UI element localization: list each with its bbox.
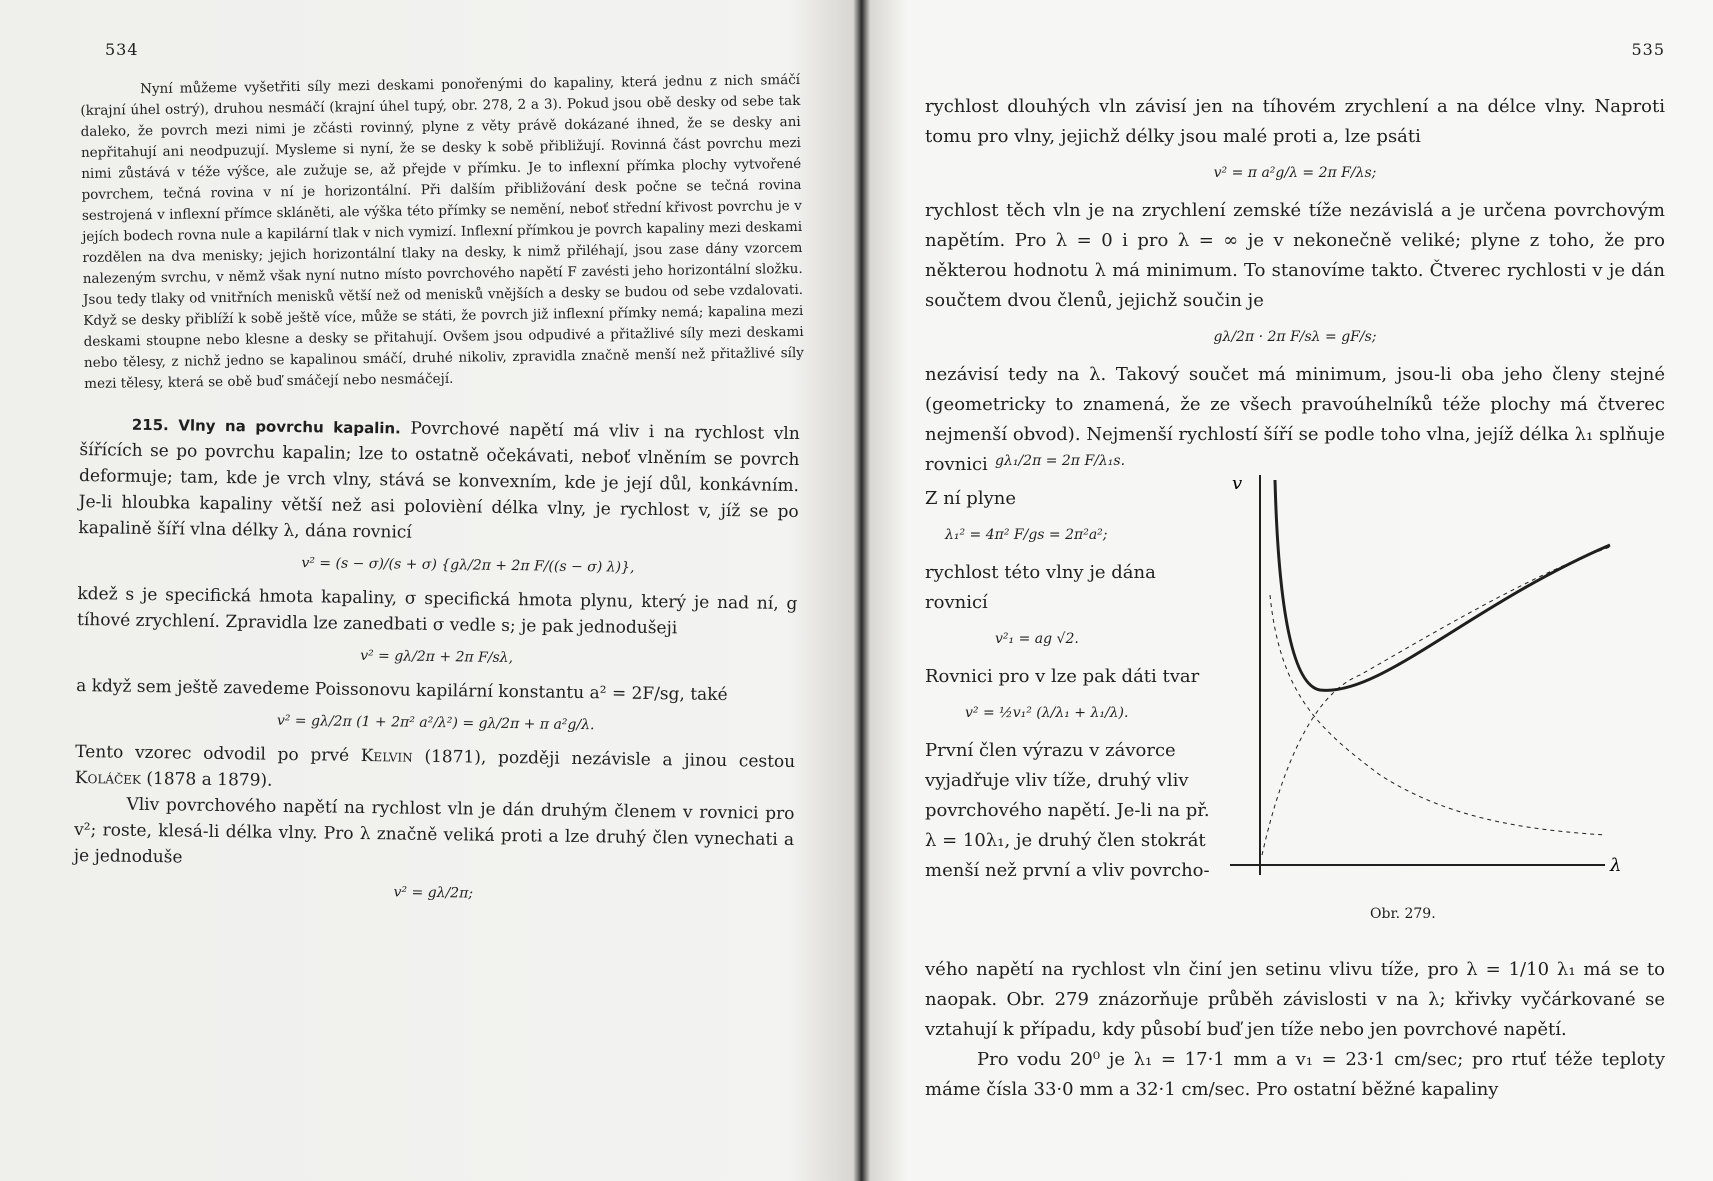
- right-equation-1: v² = π a²g/λ = 2π F/λs;: [1213, 165, 1377, 181]
- z-ni-plyne: Z ní plyne: [925, 488, 1016, 509]
- right-paragraph-5: Rovnici pro v lze pak dáti tvar: [925, 666, 1200, 687]
- right-paragraph-6: První člen výrazu v závorce vyjadřuje vliv tíže, druhý vliv povrchového napětí. Je-li na př. λ = 10λ₁, je druhý člen stokrát menší než první a vliv povrcho-: [925, 740, 1210, 881]
- right-equation-6: v² = ½v₁² (λ/λ₁ + λ₁/λ).: [965, 705, 1129, 721]
- total-velocity-curve: [1275, 480, 1610, 690]
- x-axis-label: λ: [1610, 855, 1622, 876]
- right-equation-4: λ₁² = 4π² F/gs = 2π²a²;: [945, 527, 1108, 543]
- section-paragraph: [78, 411, 800, 551]
- equation-4: v² = gλ/2π;: [393, 884, 474, 902]
- section-215: [73, 411, 800, 911]
- right-paragraph-1: rychlost dlouhých vln závisí jen na tíhovém zrychlení a na délce vlny. Naproti tomu pro vlny, jejichž délky jsou malé proti a, lze psáti: [925, 96, 1665, 147]
- right-page-top-text: [925, 92, 1665, 480]
- equation-2: v² = gλ/2π + 2π F/sλ,: [360, 647, 514, 667]
- author-kelvin: Kelvin: [360, 745, 413, 767]
- paragraph-2: kdež s je specifická hmota kapaliny, σ specifická hmota plynu, který je nad ní, g tíhové zrychlení. Zpravidla lze zanedbati σ vedle s; je pak jednodušeji: [76, 583, 798, 639]
- equation-3: v² = gλ/2π (1 + 2π² a²/λ²) = gλ/2π + π a²g/λ.: [276, 712, 595, 734]
- right-narrow-column: [925, 440, 1210, 886]
- section-heading: 215. Vlny na povrchu kapalin.: [131, 415, 401, 438]
- right-page-bottom-text: [925, 955, 1665, 1105]
- left-page: [0, 0, 850, 1181]
- right-equation-5: v²₁ = ag √2.: [995, 631, 1079, 647]
- right-equation-2: gλ/2π · 2π F/sλ = gF/s;: [1213, 329, 1377, 345]
- y-axis-label: v: [1232, 475, 1243, 494]
- para4-suffix: (1878 a 1879).: [146, 768, 273, 791]
- intro-paragraph: Nyní můžeme vyšetřiti síly mezi deskami ponořenými do kapaliny, která jednu z nich smáčí (krajní úhel ostrý), druhou nesmáčí (krajní úhel tupý, obr. 278, 2 a 3). Pokud jsou obě desky od sebe tak daleko, že povrch mezi nimi je zčásti rovinný, plyne z věty právě dokázané ihned, že se desky ani nepřitahují ani neodpuzují. Mysleme si nyní, že se desky k sobě přibližují. Rovinná část povrchu mezi nimi zůstává v téže výšce, ale zužuje se, až přejde v přímku. Je to inflexní přímka plochy vytvořené povrchem, tečná rovina v ní je horizontální. Při dalším přibližování desk počne se tečná rovina sestrojená v inflexní přímce skláněti, ale výška této přímky se nemění, neboť střední křivost povrchu je v jejích bodech rovna nule a kapilární tlak v nich vymizí. Inflexní přímkou je povrch kapaliny mezi deskami rozdělen na dva menisky; jejich horizontální tlaky na desky, k nimž přiléhají, jsou zase dány vzorcem nalezeným svrchu, v němž však nyní nutno místo povrchového napětí F zavésti jeho horizontální složku. Jsou tedy tlaky od vnitřních menisků větší než od menisků vnějších a desky se budou od sebe vzdalovati. Když se desky přiblíží k sobě ještě více, může se státi, že povrch již inflexní přímky nemá; kapalina mezi deskami stoupne nebo klesne a desky se přitahují. Ovšem jsou odpudivé a přitažlivé síly mezi deskami nebo tělesy, z nichž jedno se kapalinou smáčí, druhé nikoliv, zpravidla značně menší než přitažlivé síly mezi tělesy, která se obě buď smáčejí nebo nesmáčejí.: [80, 71, 804, 392]
- surface-tension-only-curve: [1270, 595, 1605, 835]
- paragraph-5: Vliv povrchového napětí na rychlost vln je dán druhým členem v rovnici pro v²; roste, klesá-li délka vlny. Pro λ značně veliká proti a lze druhý člen vynechati a je jednoduše: [73, 794, 795, 868]
- left-page-number: 534: [105, 40, 139, 59]
- author-kolacek: Koláček: [74, 767, 142, 789]
- figure-279: [1230, 475, 1630, 935]
- right-paragraph-3: nezávisí tedy na λ. Takový součet má minimum, jsou-li oba jeho členy stejné (geometricky to znamená, že ze všech pravoúhelníků téže plochy má čtverec nejmenší obvod). Nejmenší rychlostí šíří se podle toho vlna, jejíž délka λ₁ splňuje rovnici: [925, 364, 1665, 475]
- section-intro: Povrchové napětí má vliv i na rychlost vln šířících se po povrchu kapalin; lze to ostatně očekávati, neboť vlněním se povrch deformuje; tam, kde je vrch vlny, stává se konvexním, kde je její důl, konkávním. Je-li hloubka kapaliny větší než asi polovièní délka vlny, je rychlost v, jíž se po kapalině šíří vlna délky λ, dána rovnicí: [78, 418, 800, 543]
- right-paragraph-7: vého napětí na rychlost vln činí jen setinu vlivu tíže, pro λ = 1/10 λ₁ má se to naopak. Obr. 279 znázorňuje průběh závislosti v na λ; křivky vyčárkované se vztahují k případu, kdy působí buď jen tíže nebo jen povrchové napětí.: [925, 959, 1665, 1040]
- gravity-only-curve: [1262, 547, 1610, 855]
- paragraph-3: a když sem ještě zavedeme Poissonovu kapilární konstantu a² = 2F/sg, také: [76, 675, 728, 706]
- right-page-number: 535: [1631, 40, 1665, 59]
- right-paragraph-8: Pro vodu 20⁰ je λ₁ = 17·1 mm a v₁ = 23·1 cm/sec; pro rtuť téže teploty máme čísla 33·0 mm a 32·1 cm/sec. Pro ostatní běžné kapaliny: [925, 1049, 1665, 1100]
- right-paragraph-2: rychlost těch vln je na zrychlení zemské tíže nezávislá a je určena povrchovým napětím. Pro λ = 0 i pro λ = ∞ je v nekonečně veliké; plyne z toho, že pro některou hodnotu λ má minimum. To stanovíme takto. Čtverec rychlosti v je dán součtem dvou členů, jejichž součin je: [925, 200, 1665, 311]
- equation-1: v² = (s − σ)/(s + σ) {gλ/2π + 2π F/((s − σ) λ)},: [301, 555, 635, 576]
- para4-mid: (1871), později nezávisle a jinou cestou: [424, 746, 796, 773]
- small-print-block: [80, 70, 804, 395]
- para4-prefix: Tento vzorec odvodil po prvé: [75, 741, 350, 766]
- right-equation-3: gλ₁/2π = 2π F/λ₁s.: [995, 453, 1126, 469]
- figure-caption: Obr. 279.: [1370, 906, 1436, 922]
- right-paragraph-4: rychlost této vlny je dána rovnicí: [925, 562, 1156, 613]
- left-page-text: [73, 71, 804, 909]
